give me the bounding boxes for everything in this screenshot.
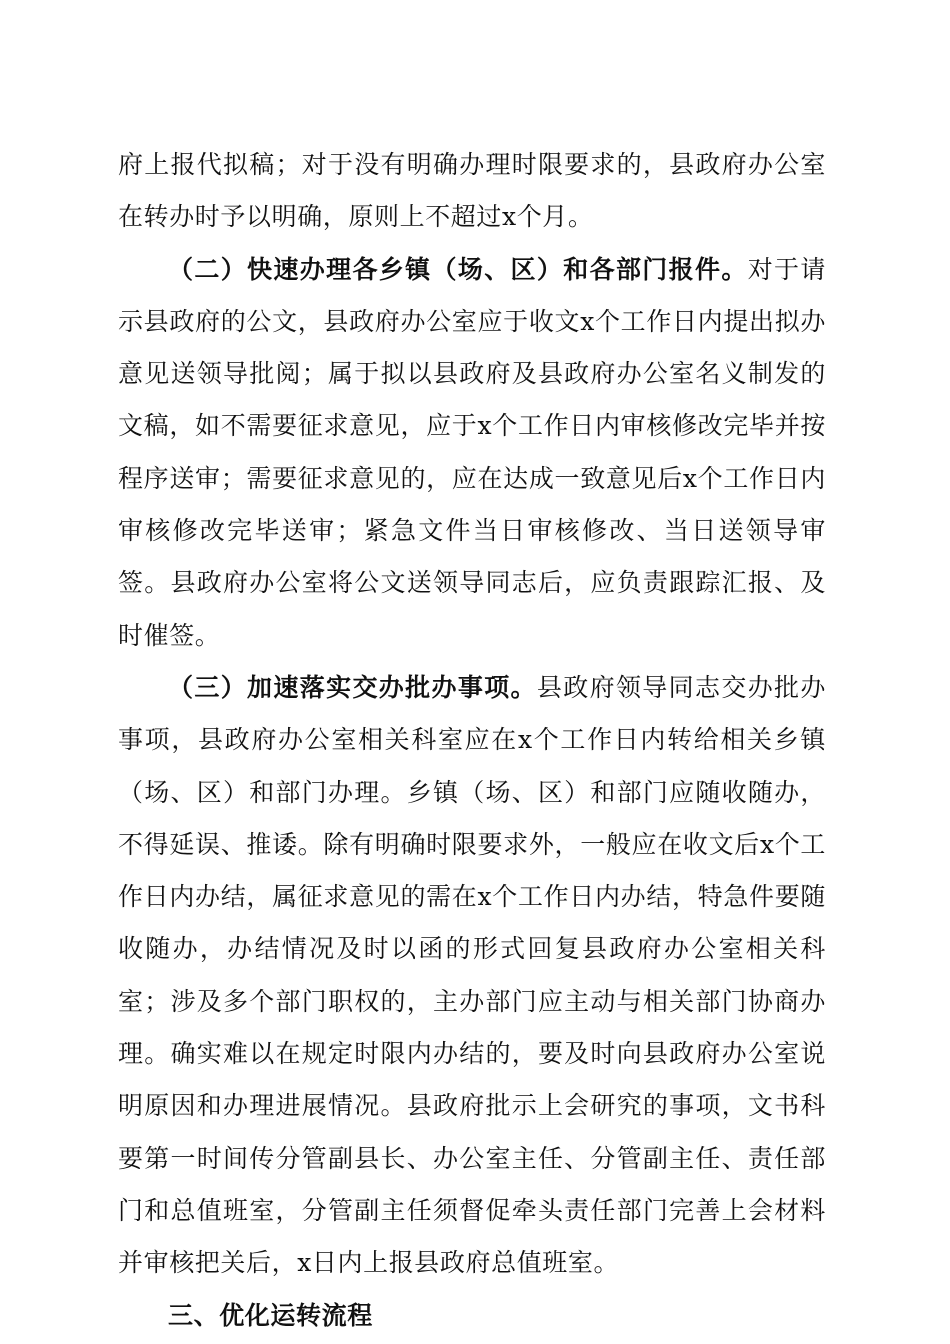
subsection-heading-3: （三）加速落实交办批办事项。 (168, 672, 537, 702)
paragraph-2 (118, 244, 826, 662)
section-heading: 三、优化运转流程 (168, 1300, 373, 1330)
subsection-heading-2: （二）快速办理各乡镇（场、区）和各部门报件。 (168, 254, 748, 284)
paragraph-1-text: 府上报代拟稿；对于没有明确办理时限要求的，县政府办公室在转办时予以明确，原则上不超过x个月。 (118, 150, 826, 232)
paragraph-3-text: 县政府领导同志交办批办事项，县政府办公室相关科室应在x个工作日内转给相关乡镇（场、区）和部门办理。乡镇（场、区）和部门应随收随办，不得延误、推诿。除有明确时限要求外，一般应在收文后x个工作日内办结，属征求意见的需在x个工作日内办结，特急件要随收随办，办结情况及时以函的形式回复县政府办公室相关科室；涉及多个部门职权的，主办部门应主动与相关部门协商办理。确实难以在规定时限内办结的，要及时向县政府办公室说明原因和办理进展情况。县政府批示上会研究的事项，文书科要第一时间传分管副县长、办公室主任、分管副主任、责任部门和总值班室，分管副主任须督促牵头责任部门完善上会材料并审核把关后，x日内上报县政府总值班室。 (118, 672, 827, 1278)
paragraph-1 (118, 139, 826, 244)
paragraph-3 (118, 662, 826, 1290)
paragraph-2-text: 对于请示县政府的公文，县政府办公室应于收文x个工作日内提出拟办意见送领导批阅；属于拟以县政府及县政府办公室名义制发的文稿，如不需要征求意见，应于x个工作日内审核修改完毕并按程序送审；需要征求意见的，应在达成一致意见后x个工作日内审核修改完毕送审；紧急文件当日审核修改、当日送领导审签。县政府办公室将公文送领导同志后，应负责跟踪汇报、及时催签。 (118, 254, 826, 650)
document-body (118, 139, 826, 1342)
